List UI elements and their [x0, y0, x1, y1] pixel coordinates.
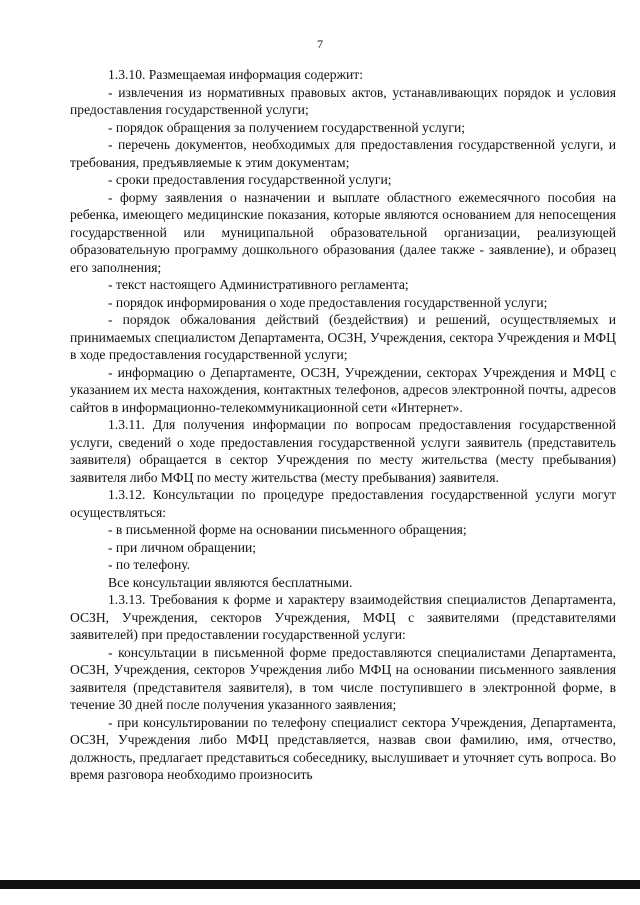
- document-body: [70, 66, 616, 784]
- list-item: - извлечения из нормативных правовых актов, устанавливающих порядок и условия предоставления государственной услуги;: [70, 84, 616, 117]
- page-number: 7: [317, 37, 323, 51]
- paragraph-1-3-13: 1.3.13. Требования к форме и характеру взаимодействия специалистов Департамента, ОСЗН, Учреждения, секторов Учреждения, МФЦ с заявителями (представителями заявителей) при предоставлении государственной услуги:: [70, 592, 616, 642]
- list-item: - порядок обжалования действий (бездействия) и решений, осуществляемых и принимаемых специалистом Департамента, ОСЗН, Учреждения, сектора Учреждения и МФЦ в ходе предоставления государственной услуги;: [70, 312, 616, 362]
- paragraph-1-3-11: 1.3.11. Для получения информации по вопросам предоставления государственной услуги, сведений о ходе предоставления государственной услуги заявитель (представитель заявителя) обращается в сектор Учреждения по месту жительства (месту пребывания) заявителя либо МФЦ по месту жительства (месту пребывания) заявителя.: [70, 417, 616, 485]
- list-item: - информацию о Департаменте, ОСЗН, Учреждении, секторах Учреждения и МФЦ с указанием их места нахождения, контактных телефонов, адресов электронной почты, адресов сайтов в информационно-телекоммуникационной сети «Интернет».: [70, 364, 616, 415]
- list-item: - текст настоящего Административного регламента;: [108, 277, 409, 292]
- list-item: - порядок обращения за получением государственной услуги;: [108, 119, 466, 135]
- scan-bottom-bar: [0, 880, 640, 889]
- list-item: - в письменной форме на основании письменного обращения;: [108, 522, 467, 537]
- paragraph-free-consultations: Все консультации являются бесплатными.: [108, 574, 353, 590]
- list-item: - при личном обращении;: [108, 539, 257, 555]
- list-item: - при консультировании по телефону специалист сектора Учреждения, Департамента, ОСЗН, Учреждения либо МФЦ представляется, назвав свои фамилию, имя, отчество, должность, предлагает представиться собеседнику, выслушивает и уточняет суть вопроса. Во время разговора необходимо произносить: [70, 714, 616, 782]
- list-item: - порядок информирования о ходе предоставления государственной услуги;: [108, 294, 548, 310]
- paragraph-1-3-10: 1.3.10. Размещаемая информация содержит:: [108, 67, 363, 82]
- list-item: - по телефону.: [108, 557, 191, 572]
- list-item: - сроки предоставления государственной услуги;: [108, 172, 392, 187]
- paragraph-1-3-12: 1.3.12. Консультации по процедуре предоставления государственной услуги могут осуществляться:: [70, 487, 616, 520]
- list-item: - консультации в письменной форме предоставляются специалистами Департамента, ОСЗН, Учреждения, секторов Учреждения либо МФЦ на основании письменного заявления заявителя (представителя заявителя), в том числе поступившего в электронной форме, в течение 30 дней после получения указанного заявления;: [70, 644, 616, 712]
- list-item: - перечень документов, необходимых для предоставления государственной услуги, и требования, предъявляемые к этим документам;: [70, 137, 616, 170]
- list-item: - форму заявления о назначении и выплате областного ежемесячного пособия на ребенка, имеющего медицинские показания, которые являются основанием для непосещения государственной или муниципальной образовательной организации, реализующей образовательную программу дошкольного образования (далее также - заявление), и образец его заполнения;: [70, 189, 616, 275]
